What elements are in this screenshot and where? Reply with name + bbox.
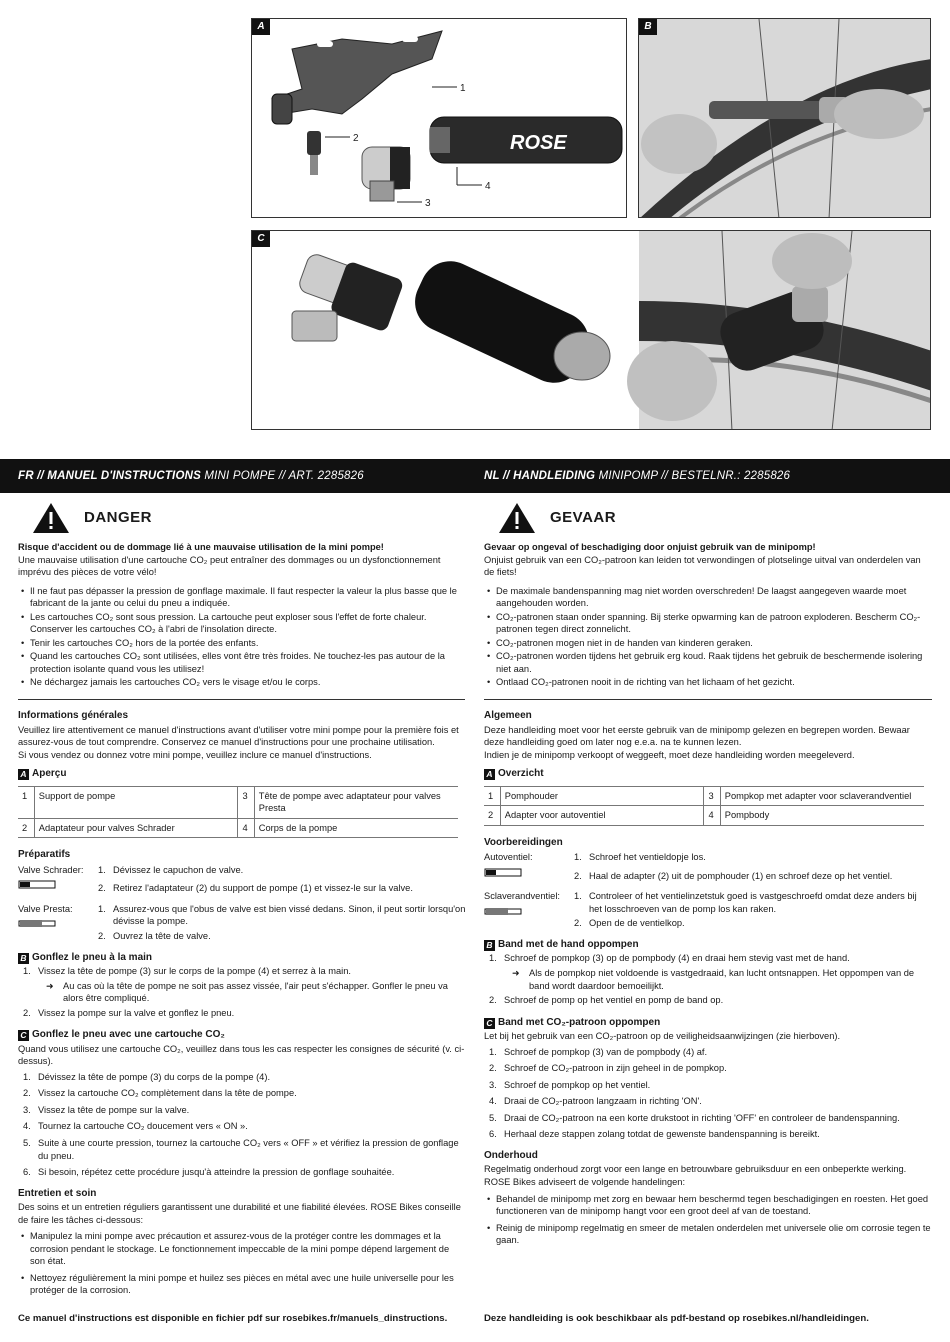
- co2-intro: Quand vous utilisez une cartouche CO₂, veuillez dans tous les cas respecter les consignes de sécurité (v. ci-dessus).: [18, 1043, 465, 1067]
- callout-1: 1: [460, 83, 466, 94]
- prep-label: Valve Schrader:: [18, 864, 84, 875]
- section-title: Préparatifs: [18, 849, 71, 861]
- list-item: • De maximale bandenspanning mag niet worden overschreden! De laagst aangegeven waarde moet aangehouden worden.: [484, 585, 932, 610]
- list-item: • CO₂-patronen mogen niet in de handen van kinderen geraken.: [484, 637, 932, 650]
- section-title: B Band met de hand oppompen: [484, 938, 932, 952]
- table-row: 2 Adaptateur pour valves Schrader 4 Corps de la pompe: [18, 818, 458, 838]
- prep-label: Autoventiel:: [484, 852, 533, 863]
- list-item: 6. Si besoin, répétez cette procédure jusqu'à atteindre la pression de gonflage souhaitée.: [23, 1167, 395, 1178]
- fr-general-section: [18, 709, 466, 1298]
- title-band: [0, 459, 950, 493]
- list-item: • Nettoyez régulièrement la mini pompe et huilez ses pièces en métal avec une huile universelle pour les protéger de la corrosion.: [18, 1272, 466, 1297]
- nl-title: NL // HANDLEIDING MINIPOMP // BESTELNR.: 2285826: [484, 470, 791, 482]
- list-item: 3. Vissez la tête de pompe sur la valve.: [23, 1104, 190, 1115]
- fr-footer: Ce manuel d'instructions est disponible en fichier pdf sur rosebikes.fr/manuels_dinstructions.: [18, 1313, 448, 1324]
- callout-2: 2: [353, 133, 359, 144]
- danger-title: DANGER: [84, 508, 153, 526]
- section-title: Onderhoud: [484, 1149, 538, 1161]
- overview-table: [484, 786, 924, 826]
- list-item: • CO₂-patronen worden tijdens het gebruik erg koud. Raak tijdens het gebruik de beschermende isolering niet aan.: [484, 650, 932, 675]
- hand-pump-photo: [639, 19, 931, 218]
- list-item: 1. Schroef de pompkop (3) op de pompbody (4) en draai hem stevig vast met de hand.: [489, 953, 850, 964]
- list-item-note: ➜ Au cas où la tête de pompe ne soit pas assez vissée, l'air peut s'échapper. Gonfler le pneu va alors être compliqué.: [18, 980, 466, 1005]
- overview-table: [18, 786, 458, 839]
- list-item: 2. Ouvrez la tête de valve.: [98, 930, 211, 941]
- callout-3: 3: [425, 198, 431, 209]
- list-item: 1. Controleer of het ventielinzetstuk goed is vastgeschroefd omdat deze anders bij het losschroeven van de pomp los kan raken.: [574, 891, 917, 914]
- list-item: 1. Dévissez le capuchon de valve.: [98, 864, 244, 875]
- list-item: 1. Schroef het ventieldopje los.: [574, 852, 706, 863]
- warning-icon: [32, 502, 70, 534]
- danger-title: GEVAAR: [550, 508, 617, 526]
- schrader-valve-icon: [484, 868, 522, 877]
- section-title: Informations générales: [18, 710, 129, 721]
- warning-icon: [498, 502, 536, 534]
- prep-presta: [18, 903, 466, 945]
- list-item: 2. Retirez l'adaptateur (2) du support de pompe (1) et vissez-le sur la valve.: [98, 883, 413, 894]
- list-item: • Ne déchargez jamais les cartouches CO₂ vers le visage et/ou le corps.: [18, 676, 466, 689]
- list-item: 5. Draai de CO₂-patroon na een korte drukstoot in richting 'OFF' en controleer de bandenspanning.: [489, 1112, 900, 1123]
- pump-parts-illustration: [252, 19, 627, 218]
- section-title: C Gonflez le pneu avec une cartouche CO₂: [18, 1028, 466, 1042]
- list-item: 2. Schroef de CO₂-patroon in zijn geheel in de pompkop.: [489, 1063, 727, 1074]
- figure-panel-c: [251, 230, 931, 430]
- list-item: 3. Schroef de pompkop op het ventiel.: [489, 1079, 651, 1090]
- list-item: 2. Haal de adapter (2) uit de pomphouder (1) en schroef deze op het ventiel.: [574, 870, 893, 881]
- list-item: 2. Schroef de pomp op het ventiel en pomp de band op.: [489, 995, 724, 1006]
- risk-title: Risque d'accident ou de dommage lié à une mauvaise utilisation de la mini pompe!: [18, 542, 384, 552]
- list-item: 1. Dévissez la tête de pompe (3) du corps de la pompe (4).: [23, 1071, 271, 1082]
- nl-footer: Deze handleiding is ook beschikbaar als pdf-bestand op rosebikes.nl/handleidingen.: [484, 1313, 869, 1324]
- list-item: 4. Draai de CO₂-patroon langzaam in richting 'ON'.: [489, 1096, 702, 1107]
- table-row: 1 Support de pompe 3 Tête de pompe avec adaptateur pour valves Presta: [18, 786, 458, 818]
- danger-list: [484, 585, 932, 689]
- list-item: 1. Assurez-vous que l'obus de valve est bien vissé dedans. Sinon, il peut sortir lorsqu'on dévisse la pompe.: [98, 903, 466, 927]
- prep-label: Sclaverandventiel:: [484, 891, 560, 902]
- list-item: • Il ne faut pas dépasser la pression de gonflage maximale. Il faut respecter la valeur la plus basse que le fabricant de la jante ou celui du pneu a indiquée.: [18, 585, 466, 610]
- schrader-valve-icon: [18, 880, 56, 889]
- presta-valve-icon: [484, 907, 522, 916]
- section-title: A Overzicht: [484, 767, 932, 781]
- fr-title: FR // MANUEL D'INSTRUCTIONS MINI POMPE // ART. 2285826: [18, 470, 364, 482]
- table-row: 1 Pomphouder 3 Pompkop met adapter voor sclaverandventiel: [484, 786, 924, 806]
- general-text: Deze handleiding moet voor het eerste gebruik van de minipomp gelezen en begrepen worden. Bewaar deze handleiding goed om later nog e.e.a. na te kunnen lezen.: [484, 724, 910, 748]
- list-item: 1. Vissez la tête de pompe (3) sur le corps de la pompe (4) et serrez à la main.: [23, 966, 351, 977]
- list-item: • CO₂-patronen staan onder spanning. Bij sterke opwarming kan de patroon exploderen. Bescherm CO₂-patronen tegen direct zonnelicht.: [484, 611, 932, 636]
- list-item: 2. Vissez la pompe sur la valve et gonflez le pneu.: [23, 1007, 235, 1018]
- list-item-note: ➜ Als de pompkop niet voldoende is vastgedraaid, kan lucht ontsnappen. Het oppompen van de band wordt daardoor bemoeilijkt.: [484, 967, 932, 992]
- list-item: • Quand les cartouches CO₂ sont utilisées, elles vont être très froides. Ne touchez-les pas autour de la protection isolante quand vous les utilisez!: [18, 650, 466, 675]
- list-item: • Les cartouches CO₂ sont sous pression. La cartouche peut exploser sous l'effet de forte chaleur. Conserver les cartouches CO₂ à l'abri de l'insolation directe.: [18, 611, 466, 636]
- section-title: Algemeen: [484, 710, 532, 721]
- general-text-2: Si vous vendez ou donnez votre mini pompe, veuillez inclure ce manuel d'instructions.: [18, 749, 372, 760]
- callout-4: 4: [485, 181, 491, 192]
- section-title: A Aperçu: [18, 767, 466, 781]
- list-item: 6. Herhaal deze stappen zolang totdat de gewenste bandenspanning is bereikt.: [489, 1129, 820, 1140]
- care-text: Des soins et un entretien réguliers garantissent une durabilité et une fiabilité élevées. ROSE Bikes conseille de faire les tâches ci-dessous:: [18, 1202, 461, 1225]
- prep-auto: [484, 851, 932, 884]
- panel-label-c: C: [252, 231, 270, 247]
- co2-intro: Let bij het gebruik van een CO₂-patroon op de veiligheidsaanwijzingen (zie hierboven).: [484, 1031, 841, 1042]
- divider: [18, 699, 465, 700]
- general-text: Veuillez lire attentivement ce manuel d'instructions avant d'utiliser votre mini pompe pour la première fois et assurez-vous de tout comprendre. Conservez ce manuel d'instructions pour une prochaine utilisation.: [18, 724, 459, 748]
- panel-label-b: B: [639, 19, 657, 35]
- list-item: • Behandel de minipomp met zorg en bewaar hem beschermd tegen beschadigingen en roesten. Het goed functioneren van de minipomp hangt voor een groot deel af van de toestand.: [484, 1193, 932, 1218]
- risk-text: Onjuist gebruik van een CO₂-patroon kan leiden tot verwondingen of plotselinge uitval van onderdelen van de fiets!: [484, 554, 921, 578]
- panel-label-a: A: [252, 19, 270, 35]
- list-item: • Reinig de minipomp regelmatig en smeer de metalen onderdelen met universele olie om corrosie tegen te gaan.: [484, 1222, 932, 1247]
- section-title: B Gonflez le pneu à la main: [18, 951, 466, 965]
- danger-list: [18, 585, 466, 689]
- general-text-2: Indien je de minipomp verkoopt of weggeeft, moet deze handleiding worden meegeleverd.: [484, 749, 855, 760]
- section-title: C Band met CO₂-patroon oppompen: [484, 1016, 932, 1030]
- list-item: 5. Suite à une courte pression, tournez la cartouche CO₂ vers « OFF » et vérifiez la pression de gonflage du pneu.: [23, 1137, 459, 1161]
- list-item: • Manipulez la mini pompe avec précaution et assurez-vous de la protéger contre les dommages et la corrosion pendant le stockage. Le fonctionnement impeccable de la mini pompe dépend largement de son état.: [18, 1230, 466, 1268]
- presta-valve-icon: [18, 919, 56, 928]
- danger-header: [18, 500, 466, 536]
- brand-logo: ROSE: [510, 132, 567, 154]
- list-item: 1. Schroef de pompkop (3) van de pompbody (4) af.: [489, 1046, 708, 1057]
- nl-column: [484, 500, 932, 690]
- table-row: 2 Adapter voor autoventiel 4 Pompbody: [484, 806, 924, 826]
- risk-title: Gevaar op ongeval of beschadiging door onjuist gebruik van de minipomp!: [484, 542, 816, 552]
- figure-panel-b: [638, 18, 931, 218]
- divider: [484, 699, 932, 700]
- list-item: 4. Tournez la cartouche CO₂ doucement vers « ON ».: [23, 1121, 248, 1132]
- list-item: • Ontlaad CO₂-patronen nooit in de richting van het lichaam of het gezicht.: [484, 676, 932, 689]
- fr-column: [18, 500, 466, 690]
- risk-text: Une mauvaise utilisation d'une cartouche CO₂ peut entraîner des dommages ou un dysfonctionnement imprévu des pièces de votre vélo!: [18, 554, 441, 578]
- section-title: Voorbereidingen: [484, 836, 563, 848]
- list-item: 2. Vissez la cartouche CO₂ complètement dans la tête de pompe.: [23, 1088, 297, 1099]
- section-title: Entretien et soin: [18, 1187, 97, 1199]
- danger-header: [484, 500, 932, 536]
- list-item: 2. Open de de ventielkop.: [574, 918, 685, 929]
- nl-general-section: [484, 709, 932, 1248]
- list-item: • Tenir les cartouches CO₂ hors de la portée des enfants.: [18, 637, 466, 650]
- prep-schrader: [18, 864, 466, 897]
- prep-sclaverand: [484, 890, 932, 932]
- figure-panel-a: [251, 18, 627, 218]
- care-text: Regelmatig onderhoud zorgt voor een lange en betrouwbare gebruiksduur en een onbeperkte werking. ROSE Bikes adviseert de volgende handelingen:: [484, 1164, 907, 1188]
- co2-cartridge-illustration: [252, 231, 931, 430]
- prep-label: Valve Presta:: [18, 903, 73, 914]
